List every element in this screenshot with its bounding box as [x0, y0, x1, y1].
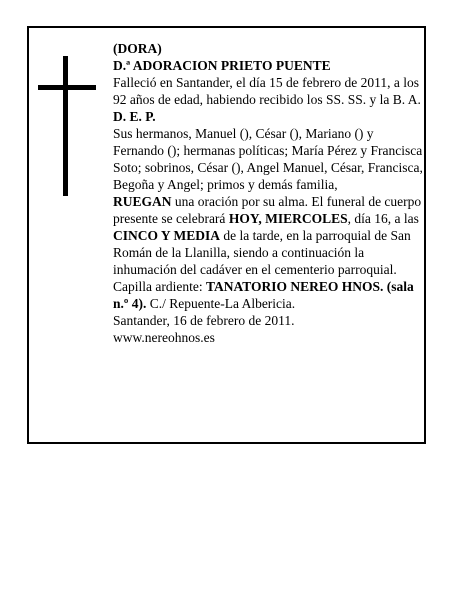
funeral-text-4: C./ Repuente-La Albericia.: [146, 296, 296, 311]
ruegan-word: RUEGAN: [113, 194, 172, 209]
notice-date: Santander, 16 de febrero de 2011.: [113, 313, 295, 328]
funeral-home: TANATORIO NEREO HNOS. (sala n.º 4).: [113, 279, 414, 311]
family-list: Sus hermanos, Manuel (), César (), Mariano () y Fernando (); hermanas políticas; María Pérez y Francisca Soto; sobrinos, César (), Angel Manuel, César, Francisca, Begoña y Angel; primos y demás familia,: [113, 126, 423, 192]
funeral-time: CINCO Y MEDIA: [113, 228, 220, 243]
funeral-paragraph: [113, 193, 425, 312]
website: www.nereohnos.es: [113, 330, 215, 345]
funeral-text-3: de la tarde, en la parroquial de San Román de la Llanilla, siendo a continuación la inhumación del cadáver en el cementerio parroquial. Capilla ardiente:: [113, 228, 411, 294]
funeral-text-1: una oración por su alma. El funeral de cuerpo presente se celebrará: [113, 194, 422, 226]
rip-line: D. E. P.: [113, 109, 156, 124]
obituary-text: [113, 40, 425, 346]
deceased-name: D.ª ADORACION PRIETO PUENTE: [113, 58, 331, 73]
funeral-text-2: , día 16, a las: [347, 211, 419, 226]
deceased-nickname: (DORA): [113, 41, 162, 56]
cross-icon: [38, 56, 96, 196]
death-details: Falleció en Santander, el día 15 de febrero de 2011, a los 92 años de edad, habiendo recibido los SS. SS. y la B. A.: [113, 75, 421, 107]
funeral-day: HOY, MIERCOLES: [228, 211, 348, 226]
